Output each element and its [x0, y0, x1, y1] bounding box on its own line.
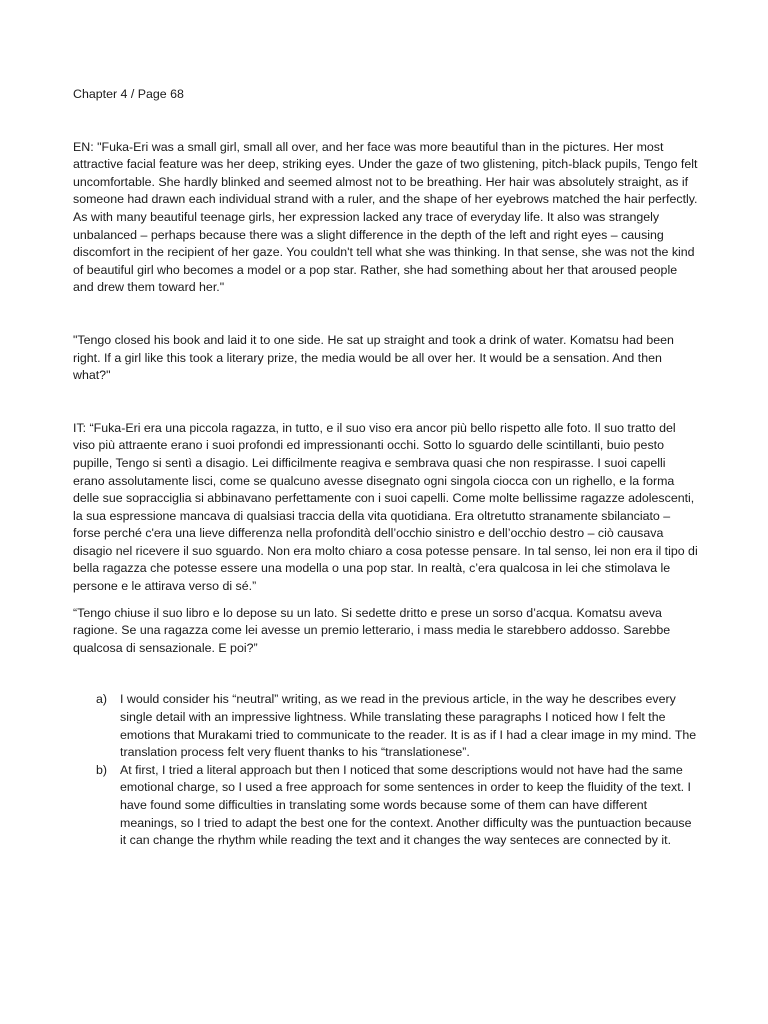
answer-item-a	[73, 691, 698, 761]
list-marker: b)	[96, 762, 108, 777]
list-marker: a)	[96, 692, 108, 707]
english-translation-paragraph: EN: "Fuka-Eri was a small girl, small all over, and her face was more beautiful than in the pictures. Her most attractive facial feature was her deep, striking eyes. Under the gaze of two glistening, pitch-black pupils, Tengo felt uncomfortable. She hardly blinked and seemed almost not to be breathing. Her hair was absolutely straight, as if someone had drawn each individual strand with a ruler, and the shape of her eyebrows matched the hair perfectly. As with many beautiful teenage girls, her expression lacked any trace of everyday life. It also was strangely unbalanced – perhaps because there was a slight difference in the depth of the left and right eyes – causing discomfort in the recipient of her gaze. You couldn't tell what she was thinking. In that sense, she was not the kind of beautiful girl who becomes a model or a pop star. Rather, she had something about her that aroused people and drew them toward her."	[73, 139, 698, 295]
answer-item-b	[73, 762, 698, 850]
italian-translation-quote: “Tengo chiuse il suo libro e lo depose su un lato. Si sedette dritto e prese un sorso d’acqua. Komatsu aveva ragione. Se una ragazza come lei avesse un premio letterario, i mass media le starebbero addosso. Sarebbe qualcosa di sensazionale. E poi?”	[73, 605, 671, 655]
answers-list	[73, 691, 698, 849]
answer-text: I would consider his “neutral” writing, as we read in the previous article, in the way he describes every single detail with an impressive lightness. While translating these paragraphs I noticed how I felt the emotions that Murakami tried to communicate to the reader. It is as if I had a clear image in my mind. The translation process felt very fluent thanks to his “translationese”.	[120, 692, 697, 760]
page-heading: Chapter 4 / Page 68	[73, 87, 184, 101]
english-translation-quote: "Tengo closed his book and laid it to one side. He sat up straight and took a drink of water. Komatsu had been right. If a girl like this took a literary prize, the media would be all over her. It would be a sensation. And then what?"	[73, 332, 674, 383]
document-page	[73, 86, 698, 850]
answer-text: At first, I tried a literal approach but then I noticed that some descriptions would not have had the same emotional charge, so I used a free approach for some sentences in order to keep the fluidity of the text. I have found some difficulties in translating some words because some of them can have different meanings, so I tried to adapt the best one for the context. Another difficulty was the puntuaction because it can change the rhythm while reading the text and it changes the way senteces are connected by it.	[120, 762, 692, 848]
italian-translation-paragraph: IT: “Fuka-Eri era una piccola ragazza, in tutto, e il suo viso era ancor più bello rispetto alle foto. Il suo tratto del viso più attraente erano i suoi profondi ed impressionanti occhi. Sotto lo sguardo delle scintillanti, buio pesto pupille, Tengo si sentì a disagio. Lei difficilmente reagiva e sembrava quasi che non respirasse. I suoi capelli erano assolutamente lisci, come se qualcuno avesse disegnato ogni singola ciocca con un righello, e la forma delle sue sopracciglia si abbinavano perfettamente con i suoi capelli. Come molte bellissime ragazze adolescenti, la sua espressione mancava di qualsiasi traccia della vita quotidiana. Era oltretutto stranamente sbilanciato – forse perché c'era una lieve differenza nella profondità dell’occhio sinistro e dell’occhio destro – ciò causava disagio nel ricevere il suo sguardo. Non era molto chiaro a cosa potesse pensare. In tal senso, lei non era il tipo di bella ragazza che potesse essere una modella o una pop star. In realtà, c’era qualcosa in lei che stimolava le persone e le attirava verso di sé.”	[73, 420, 698, 594]
